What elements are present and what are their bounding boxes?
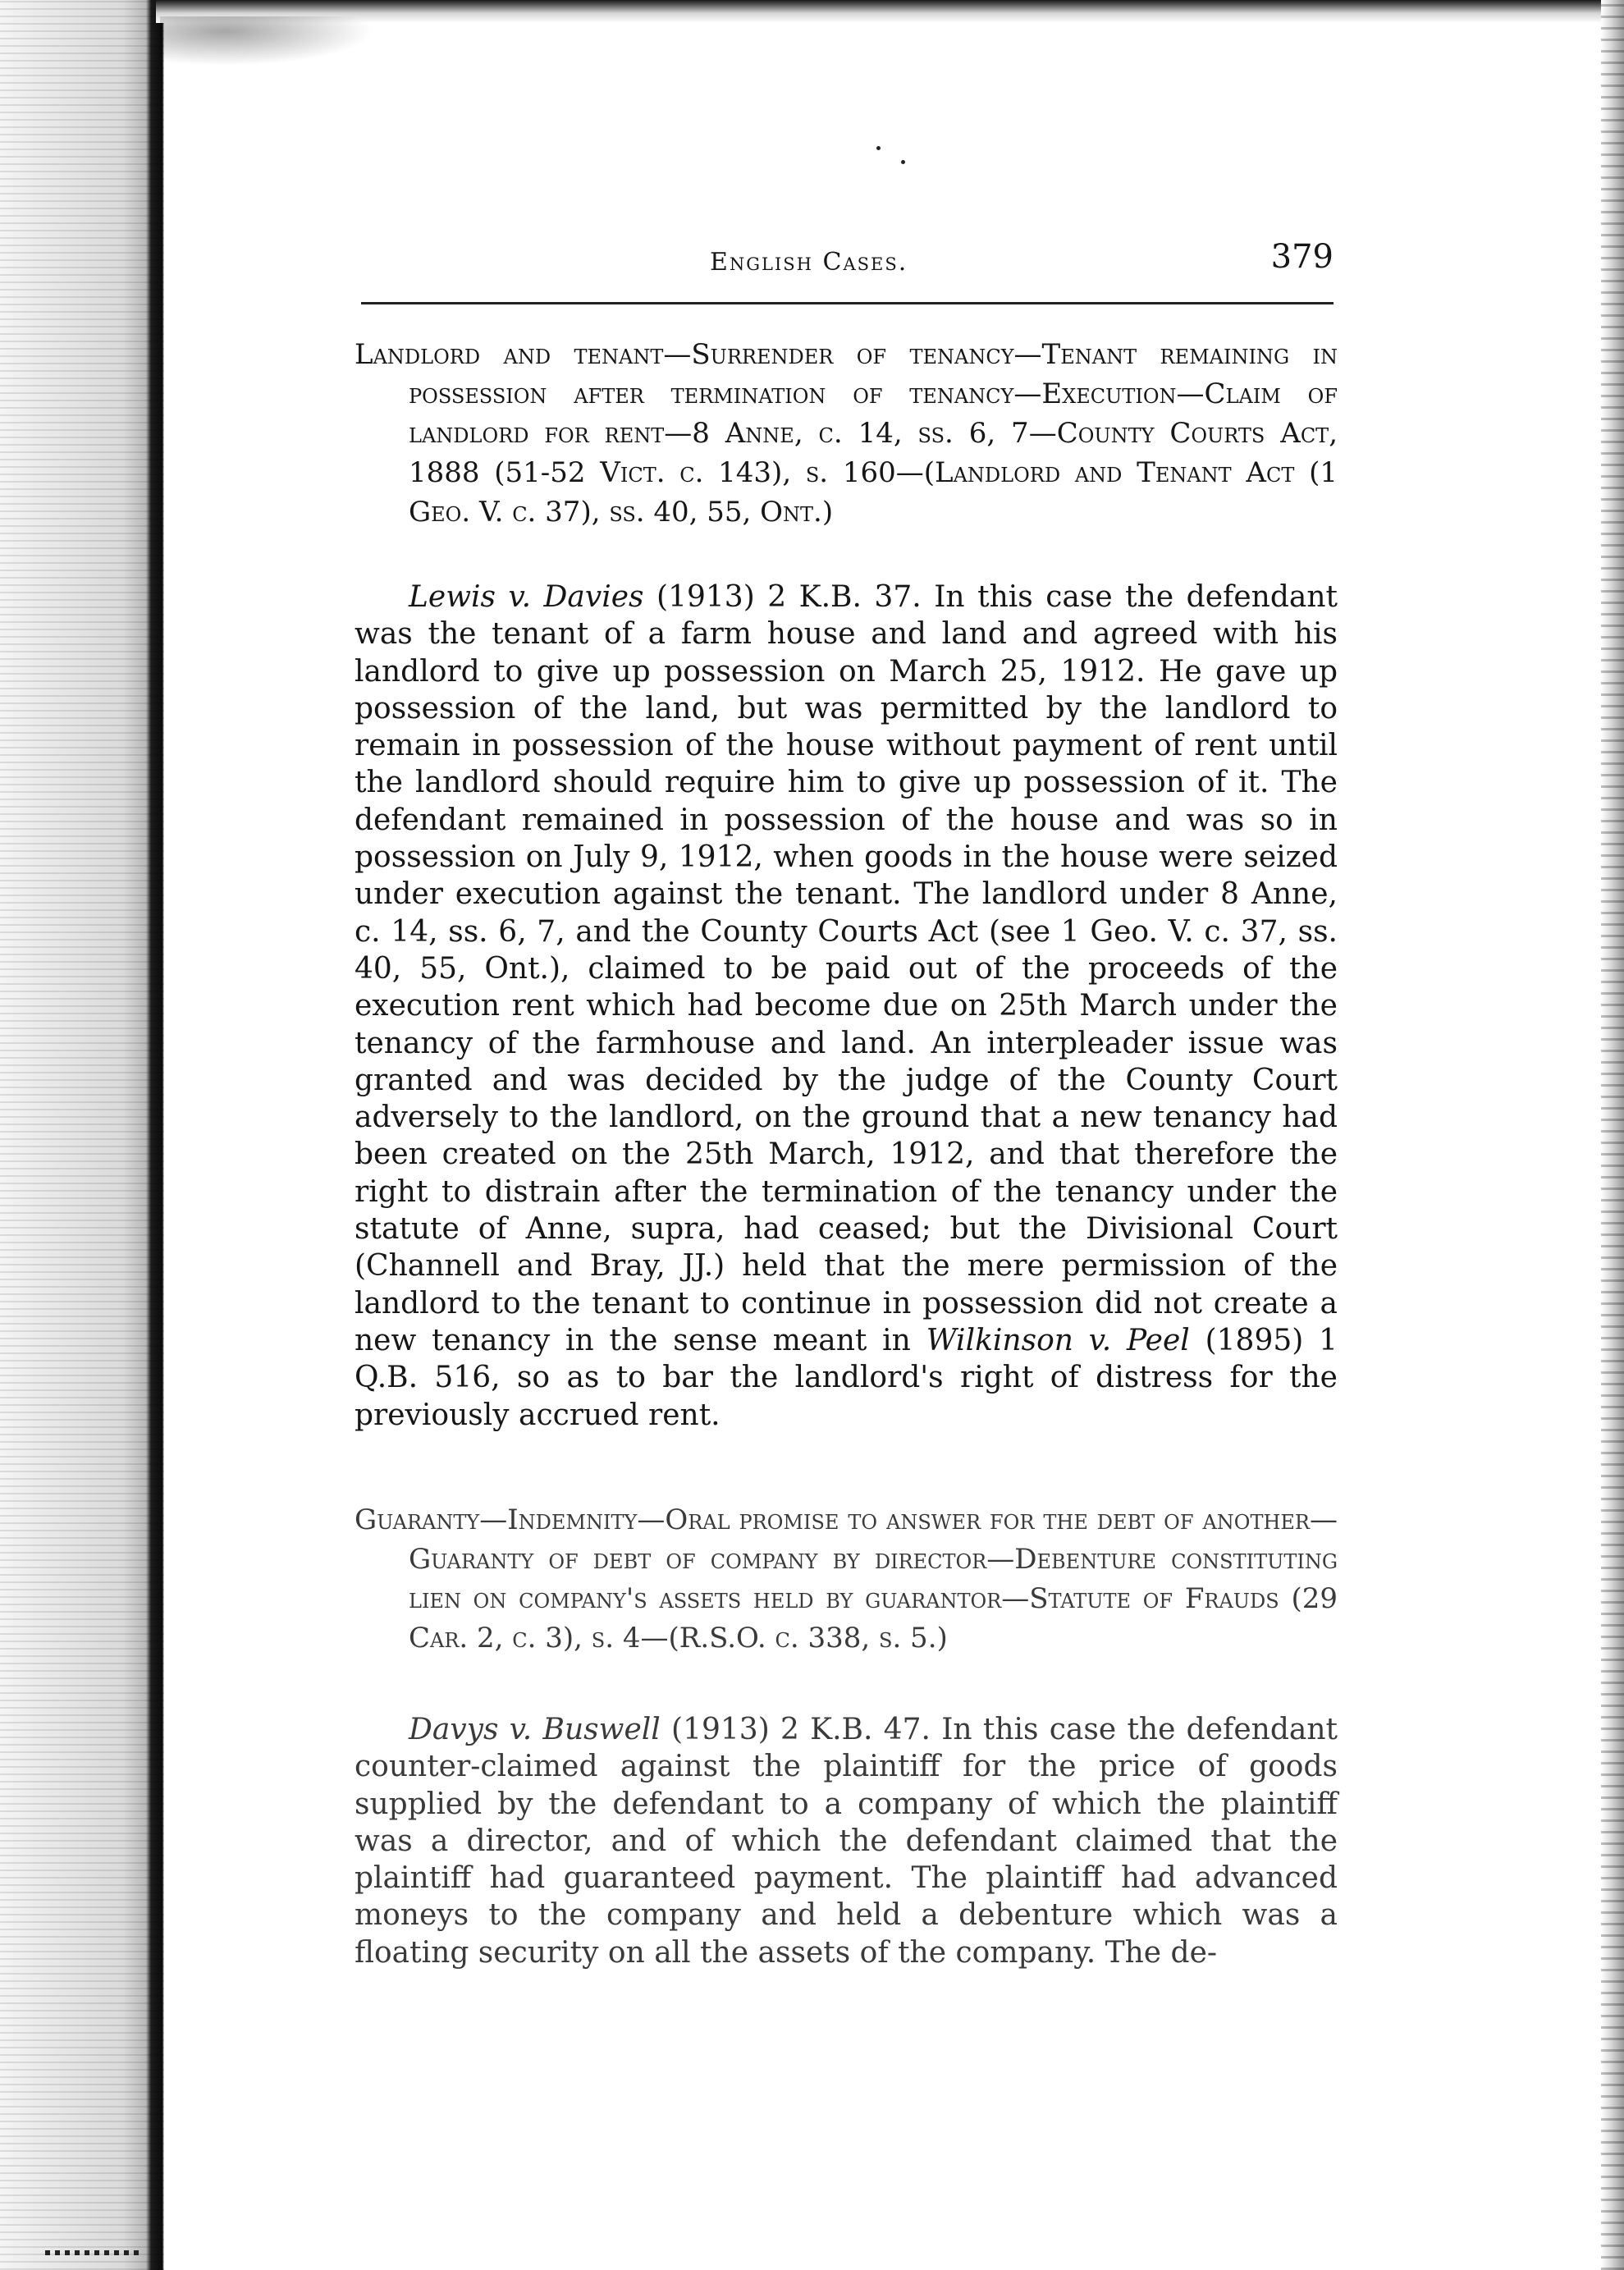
scan-top-edge <box>156 0 1624 23</box>
page-number: 379 <box>1270 238 1334 276</box>
section-2-body-block <box>355 1711 1338 1971</box>
section-2-headnote: Guaranty—Indemnity—Oral promise to answer for the debt of another—Guaranty of debt of company by director—Debenture constituting lien on company's assets held by guarantor—Statute of Frauds (29 Car. 2, c. 3), s. 4—(R.S.O. c. 338, s. 5.) <box>355 1503 1338 1654</box>
case-text: (1913) 2 K.B. 37. In this case the defendant was the tenant of a farm house and land and agreed with his landlord to give up possession on March 25, 1912. He gave up possession of the land, but was permitted by the landlord to remain in possession of the house without payment of rent until the landlord should require him to give up possession of it. The defendant remained in possession of the house and was so in possession on July 9, 1912, when goods in the house were seized under execution against the tenant. The landlord under 8 Anne, c. 14, ss. 6, 7, and the County Courts Act (see 1 Geo. V. c. 37, ss. 40, 55, Ont.), claimed to be paid out of the proceeds of the execution rent which had become due on 25th March under the tenancy of the farmhouse and land. An interpleader issue was granted and was decided by the judge of the County Court adversely to the landlord, on the ground that a new tenancy had been created on the 25th March, 1912, and that therefore the right to distrain after the termination of the tenancy under the statute of Anne, supra, had ceased; but the Divisional Court (Channell and Bray, JJ.) held that the mere permission of the landlord to the tenant to continue in possession did not create a new tenancy in the sense meant in <box>355 580 1338 1357</box>
section-1-paragraph <box>355 579 1338 1434</box>
scan-smudge <box>160 16 373 66</box>
scan-speck <box>901 160 905 164</box>
section-2-paragraph <box>355 1711 1338 1971</box>
page-header <box>365 240 1334 297</box>
section-1-headnote-block <box>355 335 1338 532</box>
scan-binding-edge <box>0 0 164 2270</box>
scan-right-edge <box>1601 0 1624 2270</box>
scan-speck <box>876 146 881 150</box>
case-name: Davys v. Buswell <box>409 1713 661 1746</box>
section-1-headnote: Landlord and tenant—Surrender of tenancy—Tenant remaining in possession after termination of tenancy—Execution—Claim of landlord for rent—8 Anne, c. 14, ss. 6, 7—County Courts Act, 1888 (51-52 Vict. c. 143), s. 160—(Landlord and Tenant Act (1 Geo. V. c. 37), ss. 40, 55, Ont.) <box>355 338 1338 529</box>
case-text-end: (1895) 1 Q.B. 516, so as to bar the landlord's right of distress for the previously accrued rent. <box>355 1323 1338 1432</box>
running-head: English Cases. <box>710 248 908 277</box>
cited-case-name: Wilkinson v. Peel <box>926 1323 1190 1357</box>
header-rule <box>361 302 1334 304</box>
case-text: (1913) 2 K.B. 47. In this case the defendant counter-claimed against the plaintiff for the price of goods supplied by the defendant to a company of which the plaintiff was a director, and of which the defendant claimed that the plaintiff had guaranteed payment. The plaintiff had advanced moneys to the company and held a debenture which was a floating security on all the assets of the company. The de- <box>355 1713 1338 1970</box>
scan-bottom-mark <box>45 2250 144 2255</box>
case-name: Lewis v. Davies <box>409 580 644 614</box>
section-2-headnote-block <box>355 1500 1338 1658</box>
section-1-body-block <box>355 579 1338 1434</box>
